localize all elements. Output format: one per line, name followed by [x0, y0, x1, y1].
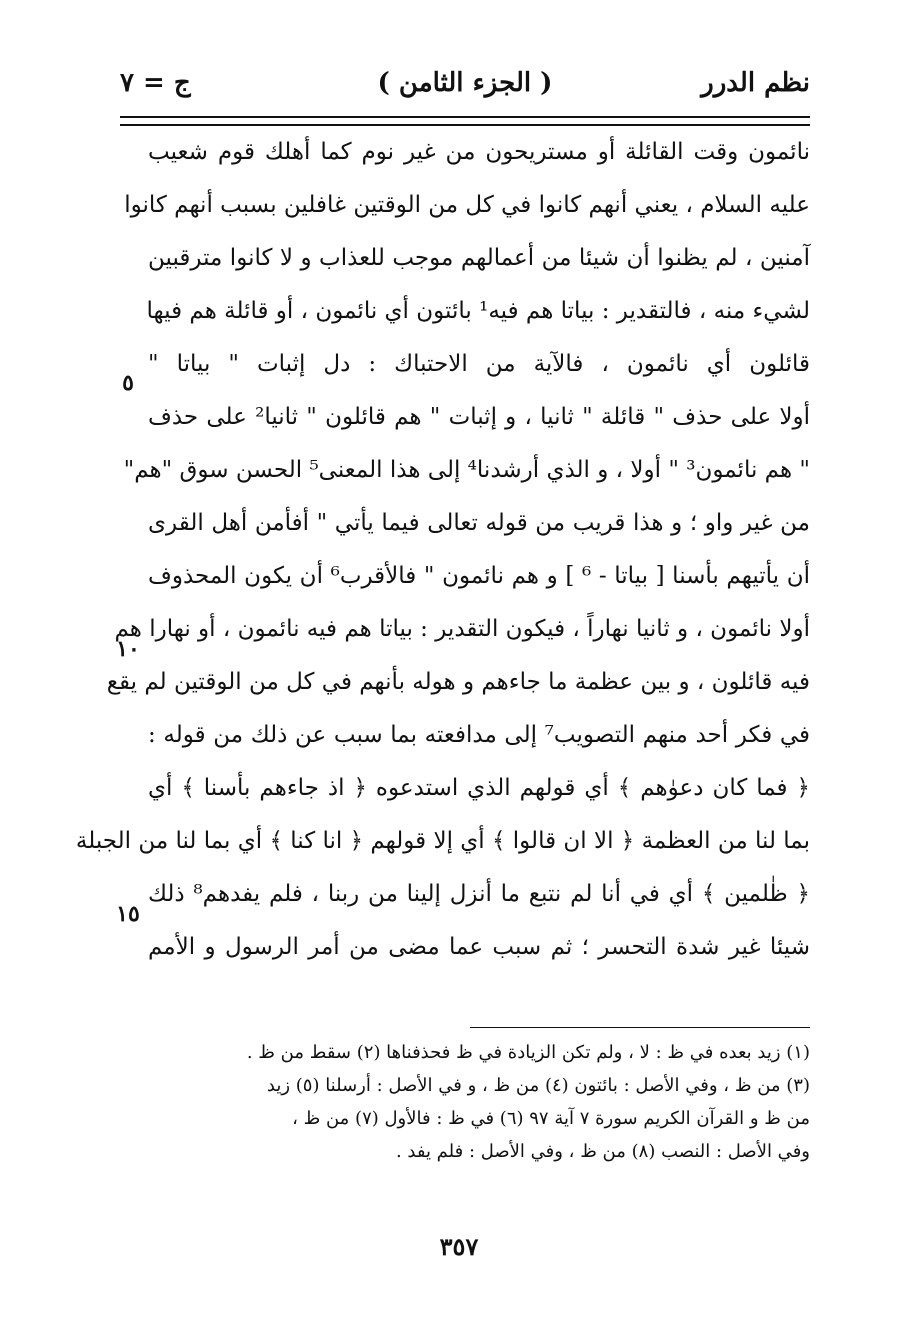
line-number-10: ١٠	[116, 636, 140, 662]
text-line: عليه السلام ، يعني أنهم كانوا في كل من الوقتين غافلين بسبب أنهم كانوا	[124, 192, 810, 218]
volume-title: ( الجزء الثامن )	[377, 68, 553, 98]
running-header	[120, 58, 810, 108]
footnote-rule	[470, 1027, 810, 1028]
text-line: ﴿ فما كان دعوٰهم ﴾ أي قولهم الذي استدعوه ﴿ اذ جاءهم بأسنا ﴾ أي	[148, 775, 810, 801]
text-line: من غير واو ؛ و هذا قريب من قوله تعالى فيما يأتي " أفأمن أهل القرى	[148, 510, 810, 536]
text-line: نائمون وقت القائلة أو مستريحون من غير نوم كما أهلك قوم شعيب	[148, 139, 810, 165]
footnote-line: من ظ و القرآن الكريم سورة ٧ آية ٩٧ (٦) في ظ : فالأول (٧) من ظ ،	[292, 1108, 810, 1129]
text-line: بما لنا من العظمة ﴿ الا ان قالوا ﴾ أي إلا قولهم ﴿ انا كنا ﴾ أي بما لنا من الجبلة	[75, 828, 810, 854]
footnotes	[148, 1036, 810, 1168]
volume-ref: ج = ٧	[120, 68, 191, 98]
line-number-5: ٥	[122, 370, 134, 396]
text-line: أولا نائمون ، و ثانيا نهاراً ، فيكون التقدير : بياتا هم فيه نائمون ، أو نهارا هم	[114, 616, 810, 642]
footnote-line: وفي الأصل : النصب (٨) من ظ ، وفي الأصل : فلم يفد .	[395, 1141, 810, 1162]
text-line: فيه قائلون ، و بين عظمة ما جاءهم و هوله بأنهم في كل من الوقتين لم يقع	[106, 669, 810, 695]
footnote-line: (٣) من ظ ، وفي الأصل : بائتون (٤) من ظ ، و في الأصل : أرسلنا (٥) زيد	[266, 1075, 810, 1096]
text-line: آمنين ، لم يظنوا أن شيئا من أعمالهم موجب للعذاب و لا كانوا مترقبين	[148, 245, 810, 271]
book-title: نظم الدرر	[701, 68, 810, 98]
line-number-15: ١٥	[116, 901, 140, 927]
text-line: لشيء منه ، فالتقدير : بياتا هم فيه¹ بائتون أي نائمون ، أو قائلة هم فيها	[146, 298, 810, 324]
page-number: ٣٥٧	[439, 1232, 479, 1261]
text-line: في فكر أحد منهم التصويب⁷ إلى مدافعته بما سبب عن ذلك من قوله :	[148, 722, 810, 748]
text-line: ﴿ ظٰلمين ﴾ أي في أنا لم نتبع ما أنزل إلينا من ربنا ، فلم يفدهم⁸ ذلك	[148, 881, 810, 907]
text-line: " هم نائمون³ " أولا ، و الذي أرشدنا⁴ إلى هذا المعنى⁵ الحسن سوق "هم"	[123, 457, 810, 483]
text-line: قائلون أي نائمون ، فالآية من الاحتباك : دل إثبات " بياتا "	[148, 351, 810, 377]
text-line: أولا على حذف " قائلة " ثانيا ، و إثبات " هم قائلون " ثانيا² على حذف	[148, 404, 810, 430]
text-line: شيئا غير شدة التحسر ؛ ثم سبب عما مضى من أمر الرسول و الأمم	[148, 934, 810, 960]
text-line: أن يأتيهم بأسنا [ بياتا - ⁶ ] و هم نائمون " فالأقرب⁶ أن يكون المحذوف	[148, 563, 810, 589]
header-double-rule	[120, 116, 810, 126]
footnote-line: (١) زيد بعده في ظ : لا ، ولم تكن الزيادة في ظ فحذفناها (٢) سقط من ظ .	[246, 1042, 810, 1063]
